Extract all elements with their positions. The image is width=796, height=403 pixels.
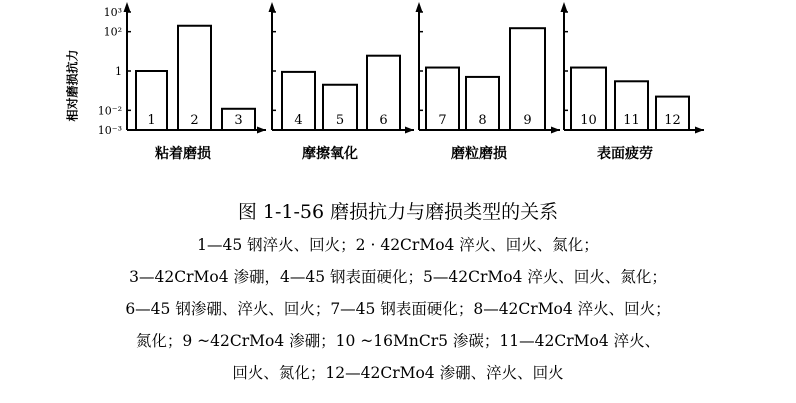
y-tick-label-2: 10⁻²	[97, 104, 122, 118]
category-label-2: 摩擦氧化	[302, 146, 358, 162]
bar-label-9: 9	[523, 113, 532, 128]
bar-label-5: 5	[335, 113, 345, 128]
bar-label-10: 10	[580, 113, 597, 128]
category-label-3: 磨粒磨损	[451, 146, 507, 162]
y-axis-label-box	[60, 30, 84, 140]
y-tick-label-5: 10³	[103, 6, 122, 19]
category-label-4: 表面疲劳	[597, 146, 653, 162]
bar-label-6: 6	[379, 113, 388, 128]
legend-line-5: 回火、氮化；12—42CrMo4 渗硼、淬火、回火	[232, 364, 564, 382]
x-axis-arrow	[405, 127, 414, 134]
bar-group-2	[269, 2, 415, 162]
y-tick-label-3: 1	[115, 65, 122, 78]
legend-line-3: 6—45 钢渗硼、淬火、回火；7—45 钢表面硬化；8—42CrMo4 淬火、回火；	[125, 300, 671, 318]
bar-label-11: 11	[623, 113, 640, 128]
legend-line-1: 1—45 钢淬火、回火；2 · 42CrMo4 淬火、回火、氮化；	[197, 236, 599, 254]
x-axis-arrow	[257, 127, 266, 134]
y-tick-label-4: 10²	[103, 25, 122, 39]
bar-label-1: 1	[147, 113, 156, 128]
bar-group-4	[561, 2, 705, 162]
legend-line-2: 3—42CrMo4 渗硼，4—45 钢表面硬化；5—42CrMo4 淬火、回火、氮化；	[129, 268, 667, 286]
y-axis-arrow	[416, 2, 423, 12]
figure-title: 图 1-1-56 磨损抗力与磨损类型的关系	[237, 201, 559, 223]
bar-group-1	[124, 2, 267, 162]
bar-label-8: 8	[478, 113, 487, 128]
bar-label-2: 2	[190, 113, 199, 128]
y-axis-arrow	[561, 2, 568, 12]
bar-group-3	[416, 2, 561, 162]
bar-label-3: 3	[234, 113, 243, 128]
bar-label-7: 7	[438, 113, 447, 128]
y-axis-arrow	[269, 2, 276, 12]
bar-label-12: 12	[664, 113, 681, 128]
y-axis-arrow	[124, 2, 131, 12]
category-label-1: 粘着磨损	[155, 146, 211, 162]
y-axis-label: 相对磨损抗力	[65, 48, 80, 122]
legend-line-4: 氮化；9 ~42CrMo4 渗硼；10 ~16MnCr5 渗碳；11—42CrMo4 淬火、	[135, 332, 661, 350]
x-axis-arrow	[695, 127, 704, 134]
bar-label-4: 4	[294, 113, 303, 128]
x-axis-arrow	[551, 127, 560, 134]
chart-area	[0, 0, 796, 190]
y-tick-label-1: 10⁻³	[97, 124, 122, 137]
